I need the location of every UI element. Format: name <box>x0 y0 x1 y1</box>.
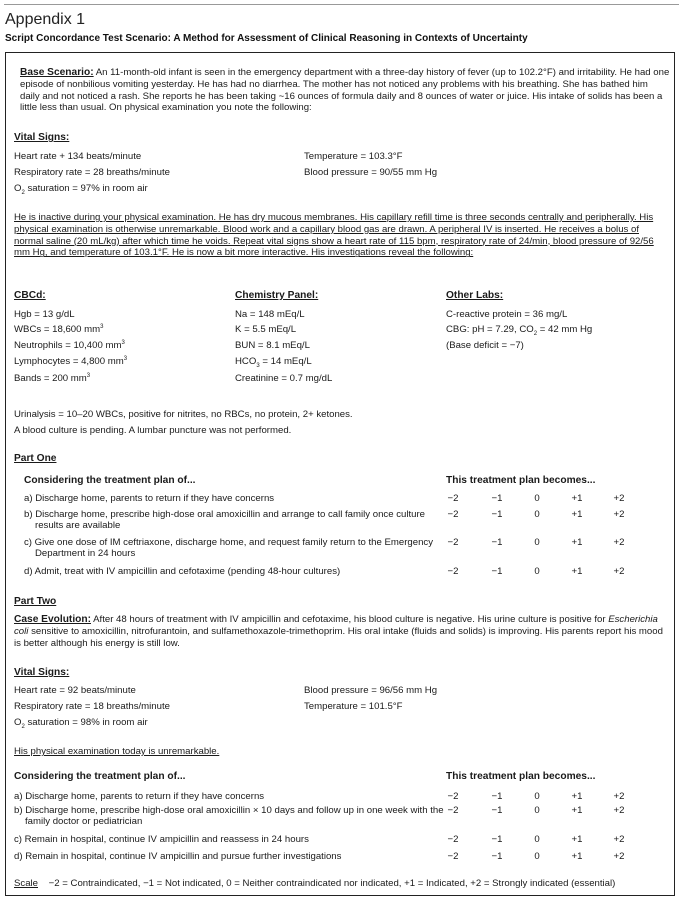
lab-hco3: $HCO_3 = 14$ mEq/L <box>235 356 312 369</box>
lab-wbc: WBCs = 18,600 $mm^3$ <box>14 324 104 336</box>
part-two-row-3-rating[interactable]: −2 <box>447 834 459 845</box>
base-scenario-text: An 11-month-old infant is seen in the emergency department with a three-day history of fever (up to 102.2°F) and irritability. He had one episode of nonbilious vomiting yesterday. He has had no diarrhea. The mother has not noticed any problems with his breathing. She has bathed him daily and not noticed a rash. She reports he has been taking ~16 ounces of formula daily and 8 ounces of water or juice. His intake of solids has been a little less than usual. On physical examination you note the following: <box>20 67 670 114</box>
part-two-row-1-rating[interactable]: 0 <box>534 791 540 802</box>
part-two-heading: Part Two <box>14 596 57 607</box>
part-one-option-a: a) Discharge home, parents to return if they have concerns <box>24 493 275 504</box>
part-one-row-1-rating[interactable]: −2 <box>447 493 459 504</box>
lab-creatinine: Creatinine = 0.7 mg/dL <box>235 373 333 384</box>
part-two-row-2-rating[interactable]: 0 <box>534 805 540 816</box>
part-one-row-4-rating[interactable]: +1 <box>571 566 583 577</box>
vital-heart-rate: Heart rate + 134 beats/minute <box>14 151 142 162</box>
scale-legend <box>14 878 615 889</box>
part-one-row-1-rating[interactable]: +2 <box>613 493 625 504</box>
lab-bun: BUN = 8.1 mEq/L <box>235 340 310 351</box>
part-one-row-2-rating[interactable]: −1 <box>491 509 503 520</box>
part-two-row-4-rating[interactable]: −2 <box>447 851 459 862</box>
part-one-considering: Considering the treatment plan of... <box>24 475 196 486</box>
part-two-becomes: This treatment plan becomes... <box>446 771 596 782</box>
vital2-respiratory-rate: Respiratory rate = 18 breaths/minute <box>14 701 170 712</box>
exam-2-text: His physical examination today is unremarkable. <box>14 746 220 757</box>
part-one-row-1-rating[interactable]: −1 <box>491 493 503 504</box>
part-one-becomes: This treatment plan becomes... <box>446 475 596 486</box>
part-two-row-1-rating[interactable]: +1 <box>571 791 583 802</box>
part-two-row-4-rating[interactable]: +1 <box>571 851 583 862</box>
part-two-row-4-rating[interactable]: 0 <box>534 851 540 862</box>
case-evolution: Case Evolution: After 48 hours of treatment with IV ampicillin and cefotaxime, his blood culture is negative. His urine culture is positive for Escherichia coli sensitive to amoxicillin, nitrofurantoin, and sulfamethoxazole-trimethoprim. His oral intake (fluids and solids) is improving. His parents report his mood is better although his energy is still low. <box>14 614 663 649</box>
part-one-row-4-rating[interactable]: −1 <box>491 566 503 577</box>
part-one-row-1-rating[interactable]: 0 <box>534 493 540 504</box>
part-one-row-1-rating[interactable]: +1 <box>571 493 583 504</box>
lab-crp: C-reactive protein = 36 mg/L <box>446 309 568 320</box>
part-two-row-1-rating[interactable]: −1 <box>491 791 503 802</box>
part-two-row-4-rating[interactable]: −1 <box>491 851 503 862</box>
part-one-row-2-rating[interactable]: −2 <box>447 509 459 520</box>
part-one-row-2-rating[interactable]: +1 <box>571 509 583 520</box>
lab-hgb: Hgb = 13 g/dL <box>14 309 75 320</box>
part-one-row-4-rating[interactable]: +2 <box>613 566 625 577</box>
base-scenario <box>20 67 670 114</box>
base-scenario-heading: Base Scenario: <box>20 67 94 78</box>
part-two-row-2-rating[interactable]: +1 <box>571 805 583 816</box>
vital2-blood-pressure: Blood pressure = 96/56 mm Hg <box>304 685 438 696</box>
vital-o2-saturation: $O_2$ saturation = 97% in room air <box>14 183 148 196</box>
part-one-row-3-rating[interactable]: −2 <box>447 537 459 548</box>
part-two-option-b: b) Discharge home, prescribe high-dose oral amoxicillin × 10 days and follow up in one week with the family doctor or pediatrician <box>14 805 444 828</box>
vital2-heart-rate: Heart rate = 92 beats/minute <box>14 685 136 696</box>
vital-blood-pressure: Blood pressure = 90/55 mm Hg <box>304 167 438 178</box>
part-two-option-a: a) Discharge home, parents to return if they have concerns <box>14 791 265 802</box>
lab-neutrophils: Neutrophils = 10,400 $mm^3$ <box>14 340 125 352</box>
part-one-option-c: c) Give one dose of IM ceftriaxone, discharge home, and request family return to the Emergency Department in 24 hours <box>24 537 434 560</box>
lab-na: Na = 148 mEq/L <box>235 309 305 320</box>
case-evolution-heading: Case Evolution: <box>14 614 91 625</box>
other-labs-heading: Other Labs: <box>446 290 504 301</box>
part-one-row-3-rating[interactable]: 0 <box>534 537 540 548</box>
top-rule <box>4 4 679 5</box>
lab-k: K = 5.5 mEq/L <box>235 324 297 335</box>
vital-respiratory-rate: Respiratory rate = 28 breaths/minute <box>14 167 170 178</box>
vital2-temperature: Temperature = 101.5°F <box>304 701 403 712</box>
part-two-row-1-rating[interactable]: −2 <box>447 791 459 802</box>
part-one-row-3-rating[interactable]: +1 <box>571 537 583 548</box>
chemistry-heading: Chemistry Panel: <box>235 290 319 301</box>
part-two-row-2-rating[interactable]: −1 <box>491 805 503 816</box>
part-one-row-2-rating[interactable]: +2 <box>613 509 625 520</box>
part-one-row-2-rating[interactable]: 0 <box>534 509 540 520</box>
part-two-row-3-rating[interactable]: 0 <box>534 834 540 845</box>
cbcd-heading: CBCd: <box>14 290 46 301</box>
part-one-row-4-rating[interactable]: 0 <box>534 566 540 577</box>
part-one-option-d: d) Admit, treat with IV ampicillin and cefotaxime (pending 48-hour cultures) <box>24 566 341 577</box>
urinalysis: Urinalysis = 10–20 WBCs, positive for nitrites, no RBCs, no protein, 2+ ketones. <box>14 409 353 420</box>
exam-text: He is inactive during your physical examination. He has dry mucous membranes. His capillary refill time is three seconds centrally and peripherally. His physical examination is otherwise unremarkable. Blood work and a capillary blood gas are drawn. A peripheral IV is inserted. He receives a bolus of normal saline (20 mL/kg) after which time he voids. Repeat vital signs show a heart rate of 115 bpm, respiratory rate of 24/min, blood pressure of 92/56 mm Hg, and temperature of 103.1°F. He is now a bit more interactive. His investigations reveal the following: <box>14 212 654 259</box>
part-one-row-3-rating[interactable]: −1 <box>491 537 503 548</box>
vital-temperature: Temperature = 103.3°F <box>304 151 403 162</box>
part-two-row-3-rating[interactable]: +2 <box>613 834 625 845</box>
lab-base-deficit: (Base deficit = −7) <box>446 340 524 351</box>
appendix-title: Appendix 1 <box>5 11 86 28</box>
lab-lymphocytes: Lymphocytes = 4,800 $mm^3$ <box>14 356 128 368</box>
part-two-option-c: c) Remain in hospital, continue IV ampicillin and reassess in 24 hours <box>14 834 309 845</box>
scenario-frame <box>5 52 675 896</box>
vital2-o2-saturation: $O_2$ saturation = 98% in room air <box>14 717 148 730</box>
culture-note: A blood culture is pending. A lumbar puncture was not performed. <box>14 425 292 436</box>
document-title: Script Concordance Test Scenario: A Method for Assessment of Clinical Reasoning in Contexts of Uncertainty <box>5 33 528 44</box>
scale-text: −2 = Contraindicated, −1 = Not indicated, 0 = Neither contraindicated nor indicated, +1 = Indicated, +2 = Strongly indicated (essential) <box>48 878 616 889</box>
lab-cbg: CBG: pH = 7.29, $CO_2 = 42$ mm Hg <box>446 324 593 337</box>
part-two-option-d: d) Remain in hospital, continue IV ampicillin and pursue further investigations <box>14 851 342 862</box>
part-one-row-4-rating[interactable]: −2 <box>447 566 459 577</box>
part-two-row-2-rating[interactable]: −2 <box>447 805 459 816</box>
part-one-option-b: b) Discharge home, prescribe high-dose oral amoxicillin and arrange to call family once culture results are available <box>24 509 425 532</box>
part-two-row-2-rating[interactable]: +2 <box>613 805 625 816</box>
scale-label: Scale <box>14 878 38 889</box>
part-two-row-3-rating[interactable]: −1 <box>491 834 503 845</box>
lab-bands: Bands = 200 $mm^3$ <box>14 373 91 385</box>
part-two-row-3-rating[interactable]: +1 <box>571 834 583 845</box>
part-two-row-1-rating[interactable]: +2 <box>613 791 625 802</box>
part-one-heading: Part One <box>14 453 57 464</box>
part-two-considering: Considering the treatment plan of... <box>14 771 186 782</box>
vital-signs-2-heading: Vital Signs: <box>14 667 70 678</box>
vital-signs-heading: Vital Signs: <box>14 132 70 143</box>
part-two-row-4-rating[interactable]: +2 <box>613 851 625 862</box>
part-one-row-3-rating[interactable]: +2 <box>613 537 625 548</box>
